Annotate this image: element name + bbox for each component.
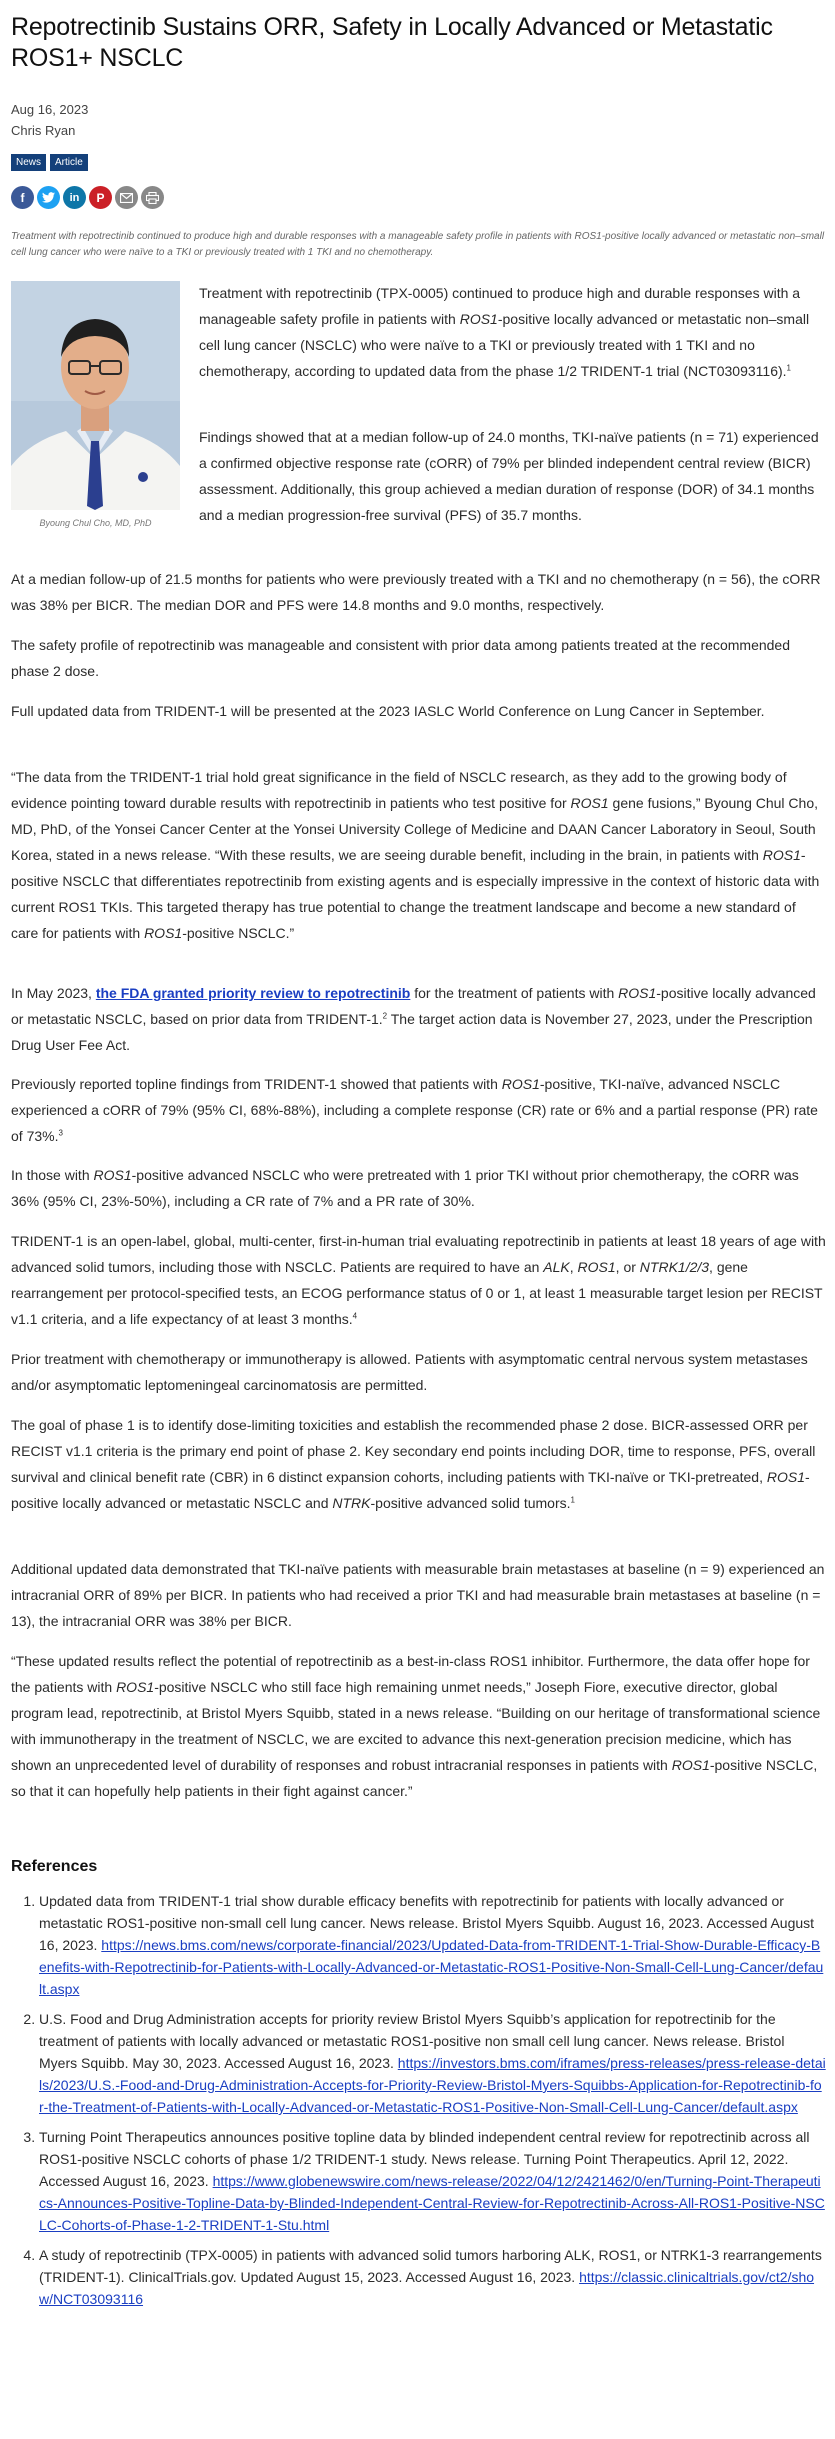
references-heading: References <box>11 1858 98 1875</box>
author-photo <box>11 281 180 510</box>
reference-link[interactable]: https://classic.clinicaltrials.gov/ct2/show/NCT03093116 <box>39 2269 815 2307</box>
paragraph-14-quote: “These updated results reflect the potential of repotrectinib as a best-in-class ROS1 inhibitor. Furthermore, the data offer hope for the patients with ROS1-positive NSCLC who still face high remaining unmet needs,” Joseph Fiore, executive director, global program lead, repotrectinib, at Bristol Myers Squibb, stated in a news release. “Building on our heritage of transformational science with immunotherapy in the treatment of NSCLC, we are excited to advance this next-generation precision medicine, which has shown an unprecedented level of durability of responses and robust intracranial responses in patients with ROS1-positive NSCLC, so that it can hopefully help patients in their fight against cancer.” <box>11 1653 821 1799</box>
publish-date: Aug 16, 2023 <box>11 102 89 117</box>
paragraph-10: TRIDENT-1 is an open-label, global, multi-center, first-in-human trial evaluating repotrectinib in patients at least 18 years of age with advanced solid tumors, including those with NSCLC. Patients are required to have an ALK, ROS1, or NTRK1/2/3, gene rearrangement per protocol-specified tests, an ECOG performance status of 0 or 1, at least 1 measurable target lesion per RECIST v1.1 criteria, and a life expectancy of at least 3 months.$^4$ <box>11 1233 826 1327</box>
reference-item: 1. Updated data from TRIDENT-1 trial show durable efficacy benefits with repotrectinib for patients with locally advanced or metastatic ROS1-positive non-small cell lung cancer. News release. Bristol Myers Squibb. August 16, 2023. Accessed August 16, 2023. https://news.bms.com/news/corporate-financial/2023/Updated-Data-from-TRIDENT-1-Trial-Show-Durable-Efficacy-Benefits-with-Repotrectinib-for-Patients-with-Locally-Advanced-or-Metastatic-ROS1-Positive-Non-Small-Cell-Lung-Cancer/default.aspx <box>39 1890 826 2000</box>
paragraph-6-quote: “The data from the TRIDENT-1 trial hold great significance in the field of NSCLC research, as they add to the growing body of evidence pointing toward durable results with repotrectinib in patients who test positive for ROS1 gene fusions,” Byoung Chul Cho, MD, PhD, of the Yonsei Cancer Center at the Yonsei University College of Medicine and DAAN Cancer Laboratory in Seoul, South Korea, stated in a news release. “With these results, we are seeing durable benefit, including in the brain, in patients with ROS1-positive NSCLC that differentiates repotrectinib from existing agents and is especially impressive in the context of historic data with current ROS1 TKIs. This targeted therapy has true potential to change the treatment landscape and become a new standard of care for patients with ROS1-positive NSCLC.” <box>11 769 820 941</box>
article-subtitle: Treatment with repotrectinib continued to produce high and durable responses with a manageable safety profile in patients with ROS1-positive locally advanced or metastatic non–small cell lung cancer who were naïve to a TKI or previously treated with 1 TKI and no chemotherapy. <box>11 231 825 258</box>
reference-link[interactable]: https://www.globenewswire.com/news-release/2022/04/12/2421462/0/en/Turning-Point-Therapeutics-Announces-Positive-Topline-Data-by-Blinded-Independent-Central-Review-for-Repotrectinib-Across-All-ROS1-Positive-NSCLC-Cohorts-of-Phase-1-2-TRIDENT-1-Stu.html <box>39 2173 825 2233</box>
references-section <box>11 1858 826 2318</box>
reference-item: 4. A study of repotrectinib (TPX-0005) in patients with advanced solid tumors harboring ALK, ROS1, or NTRK1-3 rearrangements (TRIDENT-1). ClinicalTrials.gov. Updated August 15, 2023. Accessed August 16, 2023. https://classic.clinicaltrials.gov/ct2/show/NCT03093116 <box>39 2244 826 2310</box>
paragraph-2: Findings showed that at a median follow-up of 24.0 months, TKI-naïve patients (n = 71) experienced a confirmed objective response rate (cORR) of 79% per blinded independent central review (BICR) assessment. Additionally, this group achieved a median duration of response (DOR) of 34.1 months and a median progression-free survival (PFS) of 35.7 months. <box>199 429 819 523</box>
fda-priority-review-link[interactable]: the FDA granted priority review to repotrectinib <box>95 985 411 1001</box>
tag-article[interactable]: Article <box>50 154 88 171</box>
author-name[interactable]: Chris Ryan <box>11 123 76 138</box>
paragraph-13: Additional updated data demonstrated that TKI-naïve patients with measurable brain metastases at baseline (n = 9) experienced an intracranial ORR of 89% per BICR. In patients who had received a prior TKI and had measurable brain metastases at baseline (n = 13), the intracranial ORR was 38% per BICR. <box>11 1561 825 1629</box>
paragraph-4: The safety profile of repotrectinib was manageable and consistent with prior data among patients treated at the recommended phase 2 dose. <box>11 637 791 679</box>
page-title: Repotrectinib Sustains ORR, Safety in Locally Advanced or Metastatic ROS1+ NSCLC <box>11 13 773 72</box>
reference-item: 2. U.S. Food and Drug Administration accepts for priority review Bristol Myers Squibb’s application for repotrectinib for the treatment of patients with locally advanced or metastatic ROS1-positive non small cell lung cancer. News release. Bristol Myers Squibb. May 30, 2023. Accessed August 16, 2023. https://investors.bms.com/iframes/press-releases/press-release-details/2023/U.S.-Food-and-Drug-Administration-Accepts-for-Priority-Review-Bristol-Myers-Squibbs-Application-for-Repotrectinib-for-the-Treatment-of-Patients-with-Locally-Advanced-or-Metastatic-ROS1-Positive-Non-Small-Cell-Lung-Cancer/default.aspx <box>39 2008 826 2118</box>
paragraph-11: Prior treatment with chemotherapy or immunotherapy is allowed. Patients with asymptomatic central nervous system metastases and/or asymptomatic leptomeningeal carcinomatosis are permitted. <box>11 1351 808 1393</box>
paragraph-3: At a median follow-up of 21.5 months for patients who were previously treated with a TKI and no chemotherapy (n = 56), the cORR was 38% per BICR. The median DOR and PFS were 14.8 months and 9.0 months, respectively. <box>11 571 821 613</box>
linkedin-icon[interactable]: in <box>63 186 86 209</box>
twitter-icon[interactable] <box>37 186 60 209</box>
photo-caption: Byoung Chul Cho, MD, PhD <box>39 518 152 528</box>
paragraph-5: Full updated data from TRIDENT-1 will be presented at the 2023 IASLC World Conference on Lung Cancer in September. <box>11 703 765 719</box>
references-list <box>11 1890 826 2310</box>
reference-item: 3. Turning Point Therapeutics announces positive topline data by blinded independent central review for repotrectinib across all ROS1-positive NSCLC cohorts of phase 1/2 TRIDENT-1 study. News release. Turning Point Therapeutics. April 12, 2022. Accessed August 16, 2023. https://www.globenewswire.com/news-release/2022/04/12/2421462/0/en/Turning-Point-Therapeutics-Announces-Positive-Topline-Data-by-Blinded-Independent-Central-Review-for-Repotrectinib-Across-All-ROS1-Positive-NSCLC-Cohorts-of-Phase-1-2-TRIDENT-1-Stu.html <box>39 2126 826 2236</box>
paragraph-1: Treatment with repotrectinib (TPX-0005) continued to produce high and durable responses with a manageable safety profile in patients with ROS1-positive locally advanced or metastatic non–small cell lung cancer (NSCLC) who were naïve to a TKI or previously treated with 1 TKI and no chemotherapy, according to updated data from the phase 1/2 TRIDENT-1 trial (NCT03093116).$^1$ <box>199 285 810 379</box>
paragraph-8: Previously reported topline findings from TRIDENT-1 showed that patients with ROS1-positive, TKI-naïve, advanced NSCLC experienced a cORR of 79% (95% CI, 68%-88%), including a complete response (CR) rate or 6% and a partial response (PR) rate of 73%.$^3$ <box>11 1076 818 1144</box>
paragraph-9: In those with ROS1-positive advanced NSCLC who were pretreated with 1 prior TKI without prior chemotherapy, the cORR was 36% (95% CI, 23%-50%), including a CR rate of 7% and a PR rate of 30%. <box>11 1167 799 1209</box>
email-icon[interactable] <box>115 186 138 209</box>
tag-list <box>11 152 92 171</box>
tag-news[interactable]: News <box>11 154 46 171</box>
pinterest-icon[interactable]: P <box>89 186 112 209</box>
reference-link[interactable]: https://investors.bms.com/iframes/press-releases/press-release-details/2023/U.S.-Food-and-Drug-Administration-Accepts-for-Priority-Review-Bristol-Myers-Squibbs-Application-for-Repotrectinib-for-the-Treatment-of-Patients-with-Locally-Advanced-or-Metastatic-ROS1-Positive-Non-Small-Cell-Lung-Cancer/default.aspx <box>39 2055 826 2115</box>
print-icon[interactable] <box>141 186 164 209</box>
paragraph-7: In May 2023, the FDA granted priority review to repotrectinib for the treatment of patients with ROS1-positive locally advanced or metastatic NSCLC, based on prior data from TRIDENT-1.$^2$ The target action data is November 27, 2023, under the Prescription Drug User Fee Act. <box>11 985 816 1053</box>
paragraph-12: The goal of phase 1 is to identify dose-limiting toxicities and establish the recommended phase 2 dose. BICR-assessed ORR per RECIST v1.1 criteria is the primary end point of phase 2. Key secondary end points including DOR, time to response, PFS, overall survival and clinical benefit rate (CBR) in 6 distinct expansion cohorts, including patients with TKI-naïve or TKI-pretreated, ROS1-positive locally advanced or metastatic NSCLC and NTRK-positive advanced solid tumors.$^1$ <box>11 1417 816 1511</box>
share-bar <box>11 186 164 209</box>
reference-link[interactable]: https://news.bms.com/news/corporate-financial/2023/Updated-Data-from-TRIDENT-1-Trial-Show-Durable-Efficacy-Benefits-with-Repotrectinib-for-Patients-with-Locally-Advanced-or-Metastatic-ROS1-Positive-Non-Small-Cell-Lung-Cancer/default.aspx <box>39 1937 824 1997</box>
facebook-icon[interactable]: f <box>11 186 34 209</box>
